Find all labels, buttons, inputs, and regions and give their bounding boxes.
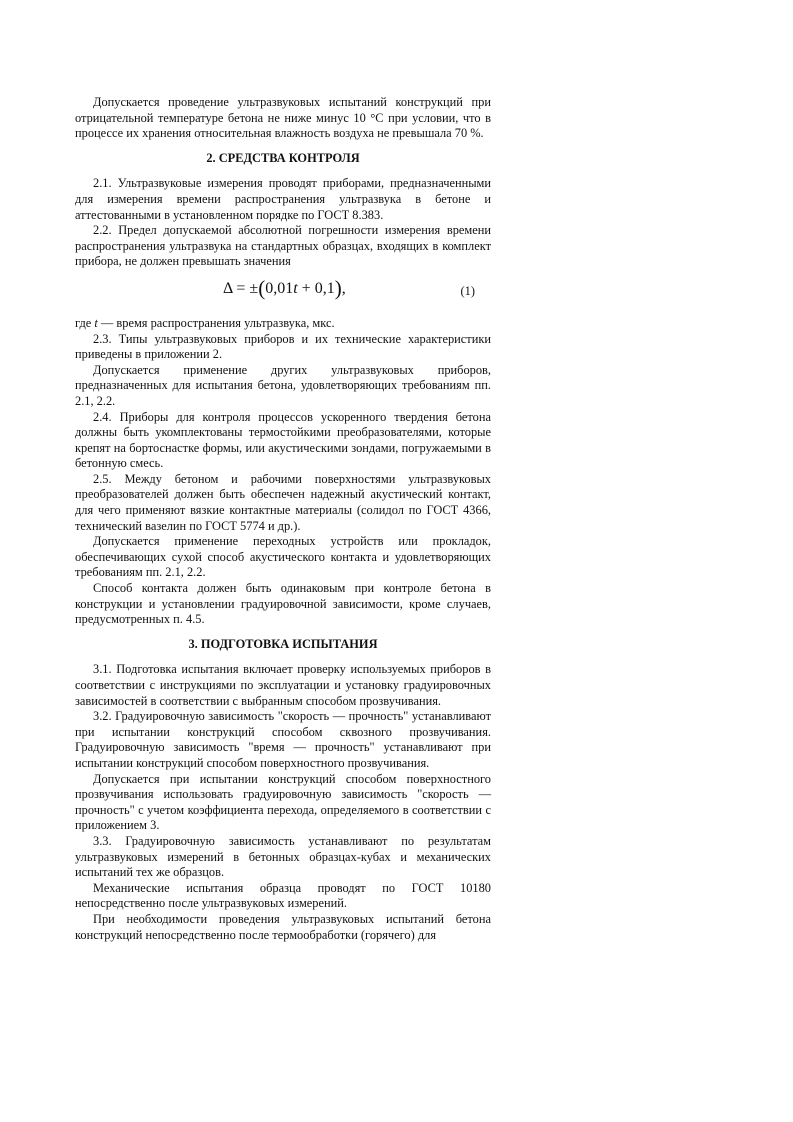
section-2-heading: 2. СРЕДСТВА КОНТРОЛЯ	[206, 150, 360, 165]
formula-tail: ,	[341, 279, 346, 297]
paragraph-2-5-contact: Способ контакта должен быть одинаковым при контроле бетона в конструкции и установлении градуировочной зависимости, кроме случаев, предусмотренных п. 4.5.	[75, 581, 491, 627]
paragraph-2-1: 2.1. Ультразвуковые измерения проводят приборами, предназначенными для измерения времени распространения ультразвука в бетоне и аттестованными в установленном порядке по ГОСТ 8.383.	[75, 176, 491, 222]
formula-block	[75, 274, 491, 314]
formula-1	[223, 275, 346, 300]
paragraph-3-3-mechanical: Механические испытания образца проводят по ГОСТ 10180 непосредственно после ультразвуковых измерений.	[75, 880, 491, 911]
paragraph-3-3: 3.3. Градуировочную зависимость устанавливают по результатам ультразвуковых измерений в бетонных образцах-кубах и механических испытаний тех же образцов.	[75, 833, 491, 880]
paragraph-3-2: 3.2. Градуировочную зависимость "скорость — прочность" устанавливают при испытании конструкций способом сквозного прозвучивания. Градуировочную зависимость "время — прочность" устанавливают при испытании конструкций способом поверхностного прозвучивания.	[75, 709, 491, 770]
paragraph-2-5-note: Допускается применение переходных устройств или прокладок, обеспечивающих сухой способ акустического контакта и удовлетворяющих требованиям пп. 2.1, 2.2.	[75, 534, 491, 580]
formula-coef: 0,01	[265, 279, 294, 297]
equation-number: (1)	[460, 283, 475, 298]
where-prefix: где	[75, 315, 95, 330]
formula-var: t	[293, 279, 298, 297]
paragraph-2-3: 2.3. Типы ультразвуковых приборов и их технические характеристики приведены в приложении 2.	[75, 331, 491, 362]
paragraph-2-4: 2.4. Приборы для контроля процессов ускоренного твердения бетона должны быть укомплектованы термостойкими преобразователями, которые крепят на бортоснастке формы, или акустическими зондами, погружаемыми в бетонную смесь.	[75, 409, 491, 471]
section-3-heading: 3. ПОДГОТОВКА ИСПЫТАНИЯ	[188, 636, 378, 651]
paragraph-2-5: 2.5. Между бетоном и рабочими поверхностями ультразвуковых преобразователей должен быть обеспечен надежный акустический контакт, для чего применяют вязкие контактные материалы (солидол по ГОСТ 4366, технический вазелин по ГОСТ 5774 и др.).	[75, 471, 491, 533]
document-page	[75, 95, 491, 943]
paragraph-3-1: 3.1. Подготовка испытания включает проверку используемых приборов в соответствии с инструкциями по эксплуатации и установку градуировочных зависимостей в соответствии с выбранным способом прозвучивания.	[75, 662, 491, 708]
paragraph-3-2-note: Допускается при испытании конструкций способом поверхностного прозвучивания использовать градуировочную зависимость "скорость — прочность" с учетом коэффициента перехода, определяемого в соответствии с приложением 3.	[75, 771, 491, 833]
formula-where-line	[75, 316, 491, 332]
where-rest: — время распространения ультразвука, мкс.	[97, 315, 335, 330]
formula-lhs: Δ = ±	[223, 279, 259, 297]
paragraph-2-2: 2.2. Предел допускаемой абсолютной погрешности измерения времени распространения ультразвука на стандартных образцах, входящих в комплект прибора, не должен превышать значения	[75, 223, 491, 269]
paragraph-3-3-hot: При необходимости проведения ультразвуковых испытаний бетона конструкций непосредственно после термообработки (горячего) для	[75, 911, 491, 942]
paragraph-2-3-note: Допускается применение других ультразвуковых приборов, предназначенных для испытания бетона, удовлетворяющих требованиям пп. 2.1, 2.2.	[75, 362, 491, 408]
formula-open-paren: (	[258, 275, 266, 300]
formula-close-paren: )	[334, 275, 342, 300]
formula-rest: + 0,1	[297, 279, 335, 297]
where-var: t	[94, 315, 98, 330]
intro-paragraph: Допускается проведение ультразвуковых испытаний конструкций при отрицательной температуре бетона не ниже минус 10 °С при условии, что в процессе их хранения относительная влажность воздуха не превышала 70 %.	[75, 95, 491, 141]
